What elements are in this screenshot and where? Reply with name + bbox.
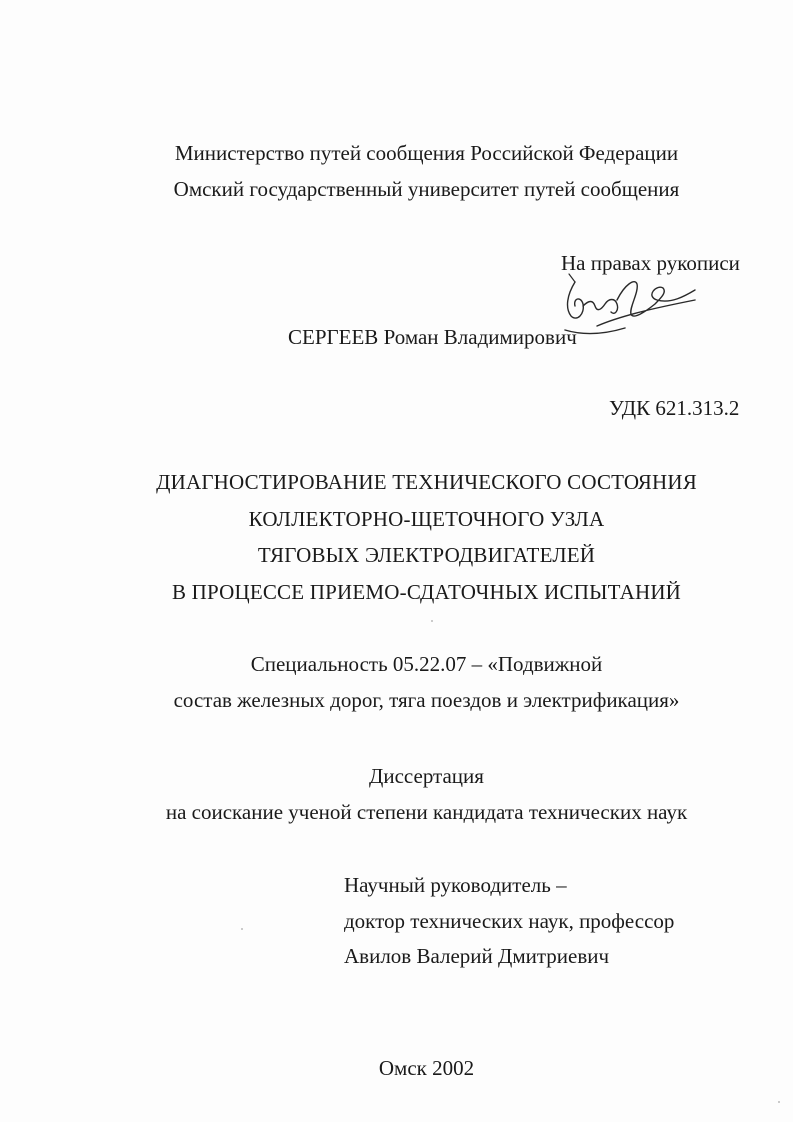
title-line-3: ТЯГОВЫХ ЭЛЕКТРОДВИГАТЕЛЕЙ	[257, 543, 596, 567]
supervisor-name: Авилов Валерий Дмитриевич	[344, 944, 610, 968]
udc-code: УДК 621.313.2	[609, 396, 740, 420]
scan-speck	[778, 1101, 780, 1103]
supervisor-role: Научный руководитель –	[344, 873, 567, 897]
specialty-line-1: Специальность 05.22.07 – «Подвижной	[250, 652, 603, 676]
dissertation-type: Диссертация	[369, 764, 484, 788]
university-heading: Омский государственный университет путей сообщения	[173, 177, 680, 201]
title-line-2: КОЛЛЕКТОРНО-ЩЕТОЧНОГО УЗЛА	[248, 507, 605, 531]
title-line-1: ДИАГНОСТИРОВАНИЕ ТЕХНИЧЕСКОГО СОСТОЯНИЯ	[156, 470, 697, 494]
specialty-line-2: состав железных дорог, тяга поездов и электрификация»	[173, 688, 680, 712]
scan-speck	[431, 620, 433, 622]
ministry-heading: Министерство путей сообщения Российской Федерации	[174, 141, 679, 165]
scan-speck	[241, 928, 243, 930]
supervisor-credentials: доктор технических наук, профессор	[344, 909, 675, 933]
city-year: Омск 2002	[378, 1056, 475, 1080]
author-name: СЕРГЕЕВ Роман Владимирович	[288, 325, 577, 349]
manuscript-note: На правах рукописи	[561, 251, 740, 275]
title-line-4: В ПРОЦЕССЕ ПРИЕМО-СДАТОЧНЫХ ИСПЫТАНИЙ	[171, 580, 682, 604]
degree-description: на соискание ученой степени кандидата технических наук	[165, 800, 688, 824]
